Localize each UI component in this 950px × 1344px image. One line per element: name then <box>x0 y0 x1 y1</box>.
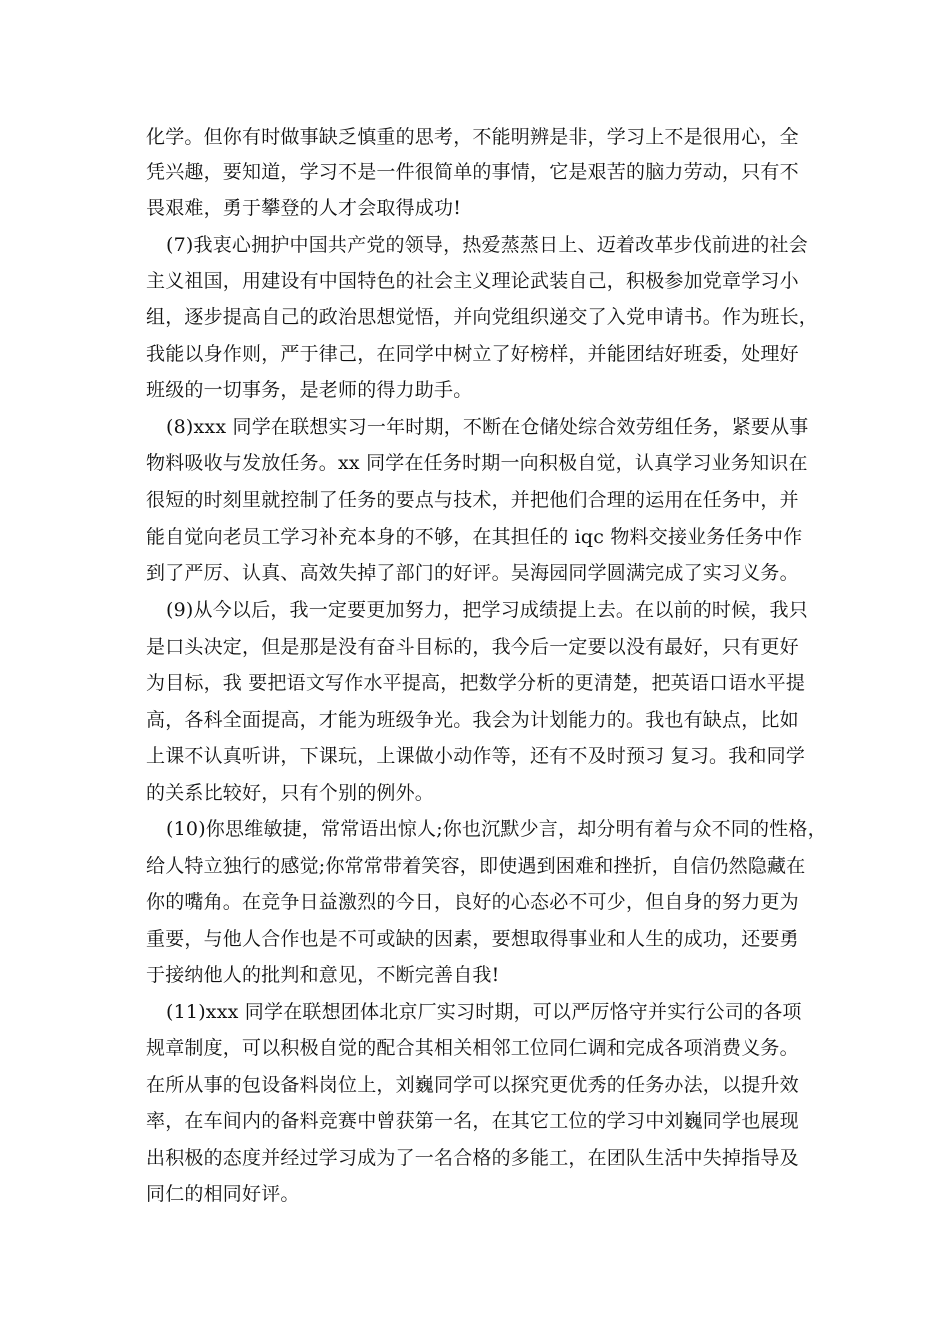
text-line: 能自觉向老员工学习补充本身的不够，在其担任的 iqc 物料交接业务任务中作 <box>146 526 803 548</box>
text-line: 物料吸收与发放任务。xx 同学在任务时期一向积极自觉，认真学习业务知识在 <box>146 452 808 474</box>
text-line: 率，在车间内的备料竞赛中曾获第一名，在其它工位的学习中刘巍同学也展现 <box>146 1110 799 1132</box>
text-line: 凭兴趣，要知道，学习不是一件很简单的事情，它是艰苦的脑力劳动，只有不 <box>146 161 799 183</box>
text-line: 重要，与他人合作也是不可或缺的因素，要想取得事业和人生的成功，还要勇 <box>146 928 799 950</box>
paragraph-9-start: (9)从今以后，我一定要更加努力，把学习成绩提上去。在以前的时候，我只 <box>166 599 808 621</box>
text-line: 为目标，我 要把语文写作水平提高，把数学分析的更清楚，把英语口语水平提 <box>146 672 806 694</box>
text-line: 给人特立独行的感觉;你常常带着笑容，即使遇到困难和挫折，自信仍然隐藏在 <box>146 855 806 877</box>
text-line: 是口头决定，但是那是没有奋斗目标的，我今后一定要以没有最好，只有更好 <box>146 636 799 658</box>
paragraph-8-start: (8)xxx 同学在联想实习一年时期，不断在仓储处综合效劳组任务，紧要从事 <box>166 416 809 438</box>
text-line: 到了严厉、认真、高效失掉了部门的好评。吴海园同学圆满完成了实习义务。 <box>146 562 799 584</box>
text-line: 组，逐步提高自己的政治思想觉悟，并向党组织递交了入党申请书。作为班长， <box>146 306 819 328</box>
text-line: 我能以身作则，严于律己，在同学中树立了好榜样，并能团结好班委，处理好 <box>146 343 799 365</box>
text-line: 班级的一切事务，是老师的得力助手。 <box>146 379 473 401</box>
text-line: 主义祖国，用建设有中国特色的社会主义理论武装自己，积极参加党章学习小 <box>146 270 799 292</box>
text-line: 你的嘴角。在竞争日益激烈的今日，良好的心态必不可少，但自身的努力更为 <box>146 891 799 913</box>
text-line: 畏艰难，勇于攀登的人才会取得成功! <box>146 197 462 219</box>
text-line: 出积极的态度并经过学习成为了一名合格的多能工，在团队生活中失掉指导及 <box>146 1147 799 1169</box>
paragraph-11-start: (11)xxx 同学在联想团体北京厂实习时期，可以严厉恪守并实行公司的各项 <box>166 1001 802 1023</box>
text-line: 规章制度，可以积极自觉的配合其相关相邻工位同仁调和完成各项消费义务。 <box>146 1037 799 1059</box>
text-line: 高，各科全面提高，才能为班级争光。我会为计划能力的。我也有缺点，比如 <box>146 709 799 731</box>
text-line: 化学。但你有时做事缺乏慎重的思考，不能明辨是非，学习上不是很用心，全 <box>146 126 799 148</box>
text-line: 同仁的相同好评。 <box>146 1183 300 1205</box>
text-line: 于接纳他人的批判和意见，不断完善自我! <box>146 964 500 986</box>
paragraph-7-start: (7)我衷心拥护中国共产党的领导，热爱蒸蒸日上、迈着改革步伐前进的社会 <box>166 234 808 256</box>
text-line: 很短的时刻里就控制了任务的要点与技术，并把他们合理的运用在任务中，并 <box>146 489 799 511</box>
paragraph-10-start: (10)你思维敏捷，常常语出惊人;你也沉默少言，却分明有着与众不同的性格， <box>166 818 827 840</box>
text-line: 的关系比较好，只有个别的例外。 <box>146 782 435 804</box>
text-line: 在所从事的包设备料岗位上，刘巍同学可以探究更优秀的任务办法，以提升效 <box>146 1074 799 1096</box>
text-line: 上课不认真听讲，下课玩，上课做小动作等，还有不及时预习 复习。我和同学 <box>146 745 806 767</box>
